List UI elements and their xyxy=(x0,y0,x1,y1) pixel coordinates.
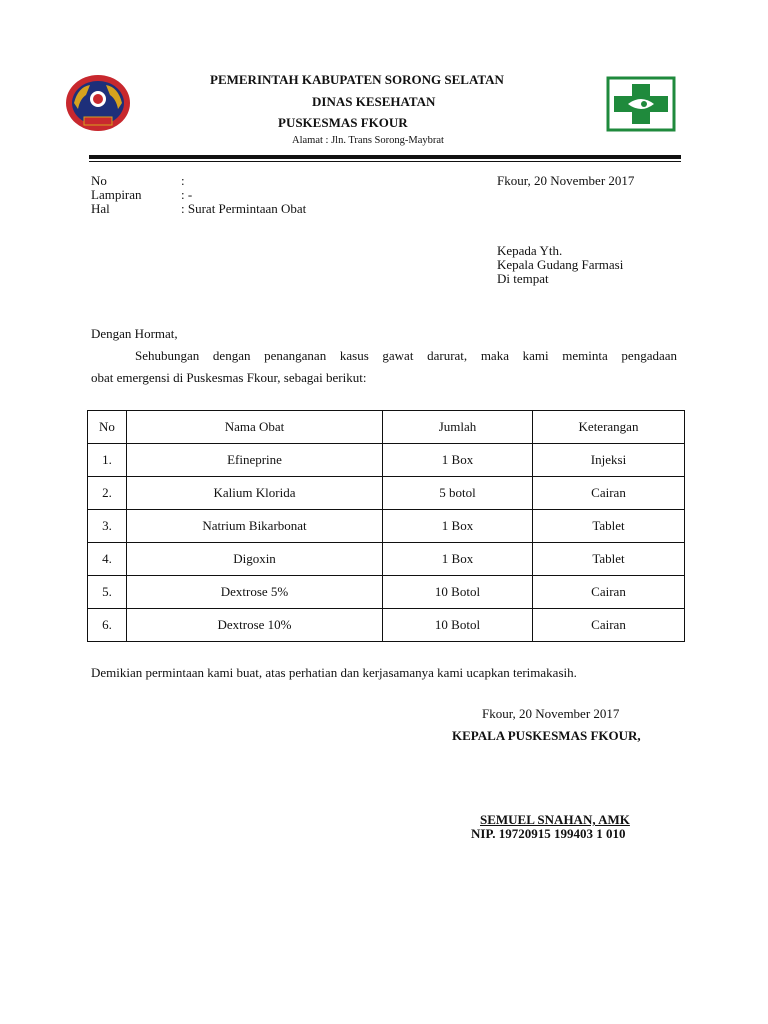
cell-jumlah: 5 botol xyxy=(383,477,533,510)
cell-nama-obat: Kalium Klorida xyxy=(127,477,383,510)
cell-jumlah: 1 Box xyxy=(383,543,533,576)
letterhead-divider xyxy=(89,155,681,159)
greeting: Dengan Hormat, xyxy=(91,326,178,341)
cell-no: 1. xyxy=(88,444,127,477)
cell-keterangan: Tablet xyxy=(533,543,685,576)
cell-keterangan: Cairan xyxy=(533,576,685,609)
meta-hal-label: Hal xyxy=(91,201,110,216)
cell-no: 5. xyxy=(88,576,127,609)
cell-keterangan: Cairan xyxy=(533,609,685,642)
medicine-table xyxy=(87,410,685,642)
meta-no-label: No xyxy=(91,173,107,188)
closing-statement: Demikian permintaan kami buat, atas perhatian dan kerjasamanya kami ucapkan terimakasih. xyxy=(91,665,577,680)
cell-no: 3. xyxy=(88,510,127,543)
cell-jumlah: 1 Box xyxy=(383,444,533,477)
cell-nama-obat: Dextrose 10% xyxy=(127,609,383,642)
cell-no: 4. xyxy=(88,543,127,576)
recipient-line-2: Kepala Gudang Farmasi xyxy=(497,257,624,272)
table-row xyxy=(88,543,685,576)
cell-keterangan: Cairan xyxy=(533,477,685,510)
signatory-title: KEPALA PUSKESMAS FKOUR, xyxy=(452,728,641,743)
puskesmas-cross-icon xyxy=(606,76,676,132)
cell-jumlah: 10 Botol xyxy=(383,609,533,642)
cell-jumlah: 10 Botol xyxy=(383,576,533,609)
header-nama-obat: Nama Obat xyxy=(127,411,383,444)
signature-date: Fkour, 20 November 2017 xyxy=(482,706,620,721)
cell-nama-obat: Natrium Bikarbonat xyxy=(127,510,383,543)
signatory-nip: NIP. 19720915 199403 1 010 xyxy=(471,826,626,841)
header-no: No xyxy=(88,411,127,444)
recipient-line-3: Di tempat xyxy=(497,271,549,286)
table-row xyxy=(88,444,685,477)
table-header-row xyxy=(88,411,685,444)
cell-nama-obat: Efineprine xyxy=(127,444,383,477)
meta-lampiran-label: Lampiran xyxy=(91,187,142,202)
cell-no: 2. xyxy=(88,477,127,510)
cell-nama-obat: Digoxin xyxy=(127,543,383,576)
cell-keterangan: Tablet xyxy=(533,510,685,543)
meta-hal-value: : Surat Permintaan Obat xyxy=(181,201,307,216)
cell-keterangan: Injeksi xyxy=(533,444,685,477)
table-row xyxy=(88,477,685,510)
letterhead-divider-thin xyxy=(89,161,681,162)
letterhead-line-department: DINAS KESEHATAN xyxy=(312,94,436,109)
recipient-line-1: Kepada Yth. xyxy=(497,243,563,258)
body-paragraph-line-2: obat emergensi di Puskesmas Fkour, sebagai berikut: xyxy=(91,370,367,385)
signatory-name: SEMUEL SNAHAN, AMK xyxy=(480,812,630,827)
letter-date: Fkour, 20 November 2017 xyxy=(497,173,635,188)
regency-emblem-icon xyxy=(64,73,132,135)
cell-jumlah: 1 Box xyxy=(383,510,533,543)
body-paragraph-line-1: Sehubungan dengan penanganan kasus gawat darurat, maka kami meminta pengadaan xyxy=(135,348,677,363)
header-jumlah: Jumlah xyxy=(383,411,533,444)
table-row xyxy=(88,609,685,642)
letterhead-line-puskesmas: PUSKESMAS FKOUR xyxy=(278,115,408,130)
cell-nama-obat: Dextrose 5% xyxy=(127,576,383,609)
letterhead-address: Alamat : Jln. Trans Sorong-Maybrat xyxy=(292,135,444,146)
meta-lampiran-value: : - xyxy=(181,187,193,202)
table-row xyxy=(88,576,685,609)
letterhead-line-government: PEMERINTAH KABUPATEN SORONG SELATAN xyxy=(210,72,504,87)
meta-no-value: : xyxy=(181,173,185,188)
table-row xyxy=(88,510,685,543)
header-keterangan: Keterangan xyxy=(533,411,685,444)
cell-no: 6. xyxy=(88,609,127,642)
